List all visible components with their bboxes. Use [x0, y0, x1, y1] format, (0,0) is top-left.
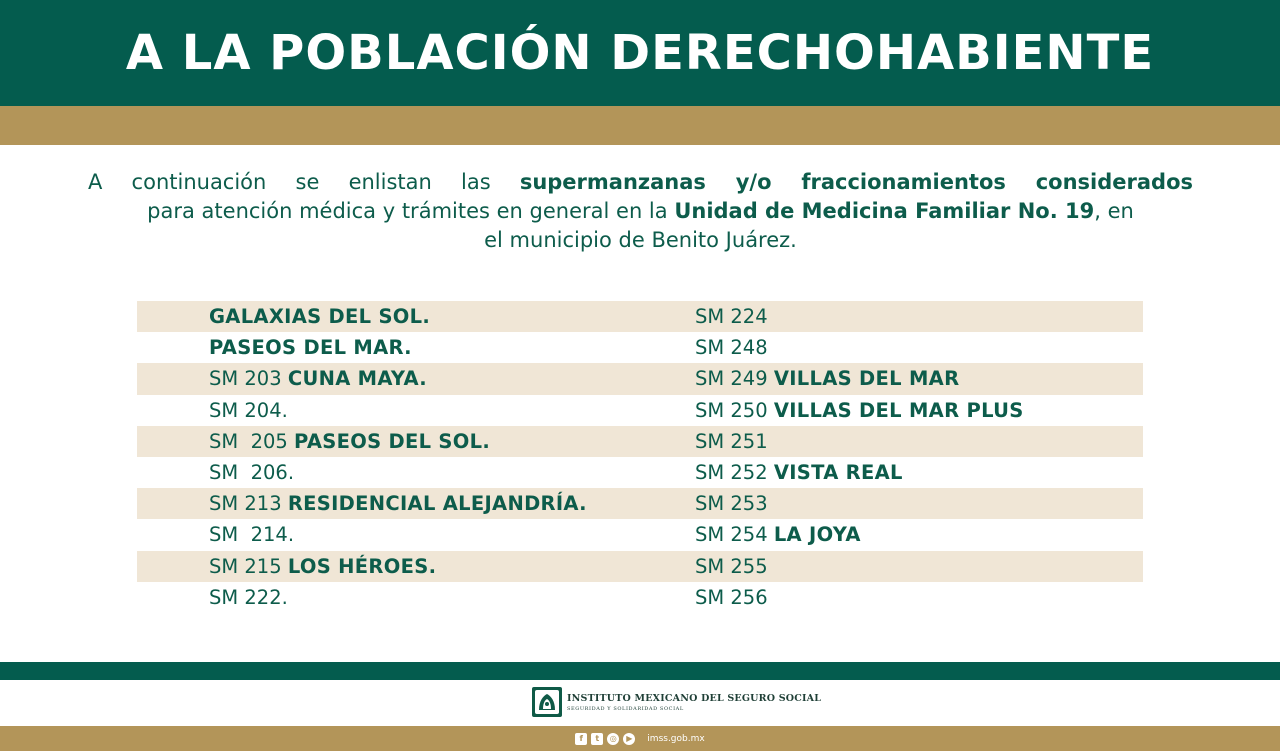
- neighborhood-name: LA JOYA: [773, 523, 861, 547]
- table-row: [137, 519, 1143, 550]
- facebook-icon[interactable]: f: [575, 733, 587, 745]
- left-cell: [209, 395, 288, 426]
- table-row: [137, 363, 1143, 394]
- sm-code: SM 250: [695, 398, 774, 422]
- sm-code: SM 254: [695, 523, 774, 547]
- right-cell: [695, 457, 903, 488]
- sm-code: SM 256: [695, 585, 768, 609]
- neighborhood-name: GALAXIAS DEL SOL.: [209, 305, 431, 328]
- gold-band: [0, 106, 1280, 145]
- neighborhood-name: VISTA REAL: [773, 460, 903, 484]
- sm-code: SM 255: [695, 554, 768, 578]
- institution-name: INSTITUTO MEXICANO DEL SEGURO SOCIAL: [567, 692, 822, 704]
- right-cell: [695, 332, 768, 363]
- sm-code: SM 214.: [209, 523, 295, 547]
- sm-code: SM 253: [695, 492, 768, 516]
- neighborhood-name: CUNA MAYA.: [287, 367, 427, 391]
- footer-bar: [0, 726, 1280, 751]
- sm-code: SM 248: [695, 336, 768, 360]
- sm-code: SM 249: [695, 367, 774, 391]
- left-cell: [209, 551, 436, 582]
- table-row: [137, 457, 1143, 488]
- youtube-icon[interactable]: ▶: [623, 733, 635, 745]
- imss-eagle-logo-icon: [532, 687, 562, 717]
- sm-code: SM 224: [695, 305, 768, 328]
- left-cell: [209, 519, 294, 550]
- neighborhood-name: LOS HÉROES.: [287, 554, 437, 578]
- page-title: A LA POBLACIÓN DERECHOHABIENTE: [125, 25, 1155, 81]
- table-row: [137, 301, 1143, 332]
- intro-line-2: para atención médica y trámites en general en la Unidad de Medicina Familiar No. 19, en: [147, 199, 1134, 223]
- intro-line-3: el municipio de Benito Juárez.: [484, 228, 797, 252]
- table-row: [137, 395, 1143, 426]
- right-cell: [695, 363, 959, 394]
- left-cell: [209, 582, 288, 613]
- sm-code: SM 252: [695, 460, 774, 484]
- instagram-icon[interactable]: ◎: [607, 733, 619, 745]
- right-cell: [695, 488, 768, 519]
- left-cell: [209, 457, 294, 488]
- sm-code: SM 215: [209, 554, 288, 578]
- imss-logo: [532, 687, 821, 717]
- sm-code: SM 205: [209, 429, 295, 453]
- right-cell: [695, 582, 768, 613]
- sm-code: SM 206.: [209, 460, 295, 484]
- green-strip: [0, 662, 1280, 680]
- left-cell: [209, 426, 490, 457]
- supermanzanas-table: [137, 301, 1143, 613]
- right-cell: [695, 395, 1024, 426]
- intro-text: [88, 168, 1193, 255]
- table-row: [137, 582, 1143, 613]
- website-link[interactable]: imss.gob.mx: [647, 733, 705, 744]
- social-links: [575, 733, 704, 745]
- twitter-icon[interactable]: t: [591, 733, 603, 745]
- table-row: [137, 551, 1143, 582]
- left-cell: [209, 363, 427, 394]
- page-header: [0, 0, 1280, 106]
- table-row: [137, 332, 1143, 363]
- neighborhood-name: VILLAS DEL MAR PLUS: [773, 398, 1024, 422]
- neighborhood-name: PASEOS DEL SOL.: [294, 429, 491, 453]
- neighborhood-name: RESIDENCIAL ALEJANDRÍA.: [287, 492, 587, 516]
- left-cell: [209, 332, 412, 363]
- sm-code: SM 222.: [209, 585, 288, 609]
- table-row: [137, 488, 1143, 519]
- intro-line-1: A continuación se enlistan las supermanzanas y/o fraccionamientos considerados: [88, 170, 1193, 194]
- right-cell: [695, 426, 768, 457]
- sm-code: SM 204.: [209, 398, 288, 422]
- neighborhood-name: PASEOS DEL MAR.: [209, 336, 412, 360]
- left-cell: [209, 301, 430, 332]
- left-cell: [209, 488, 587, 519]
- right-cell: [695, 519, 861, 550]
- sm-code: SM 251: [695, 429, 768, 453]
- sm-code: SM 213: [209, 492, 288, 516]
- sm-code: SM 203: [209, 367, 288, 391]
- right-cell: [695, 551, 768, 582]
- right-cell: [695, 301, 768, 332]
- table-row: [137, 426, 1143, 457]
- neighborhood-name: VILLAS DEL MAR: [773, 367, 960, 391]
- institution-motto: SEGURIDAD Y SOLIDARIDAD SOCIAL: [567, 705, 684, 712]
